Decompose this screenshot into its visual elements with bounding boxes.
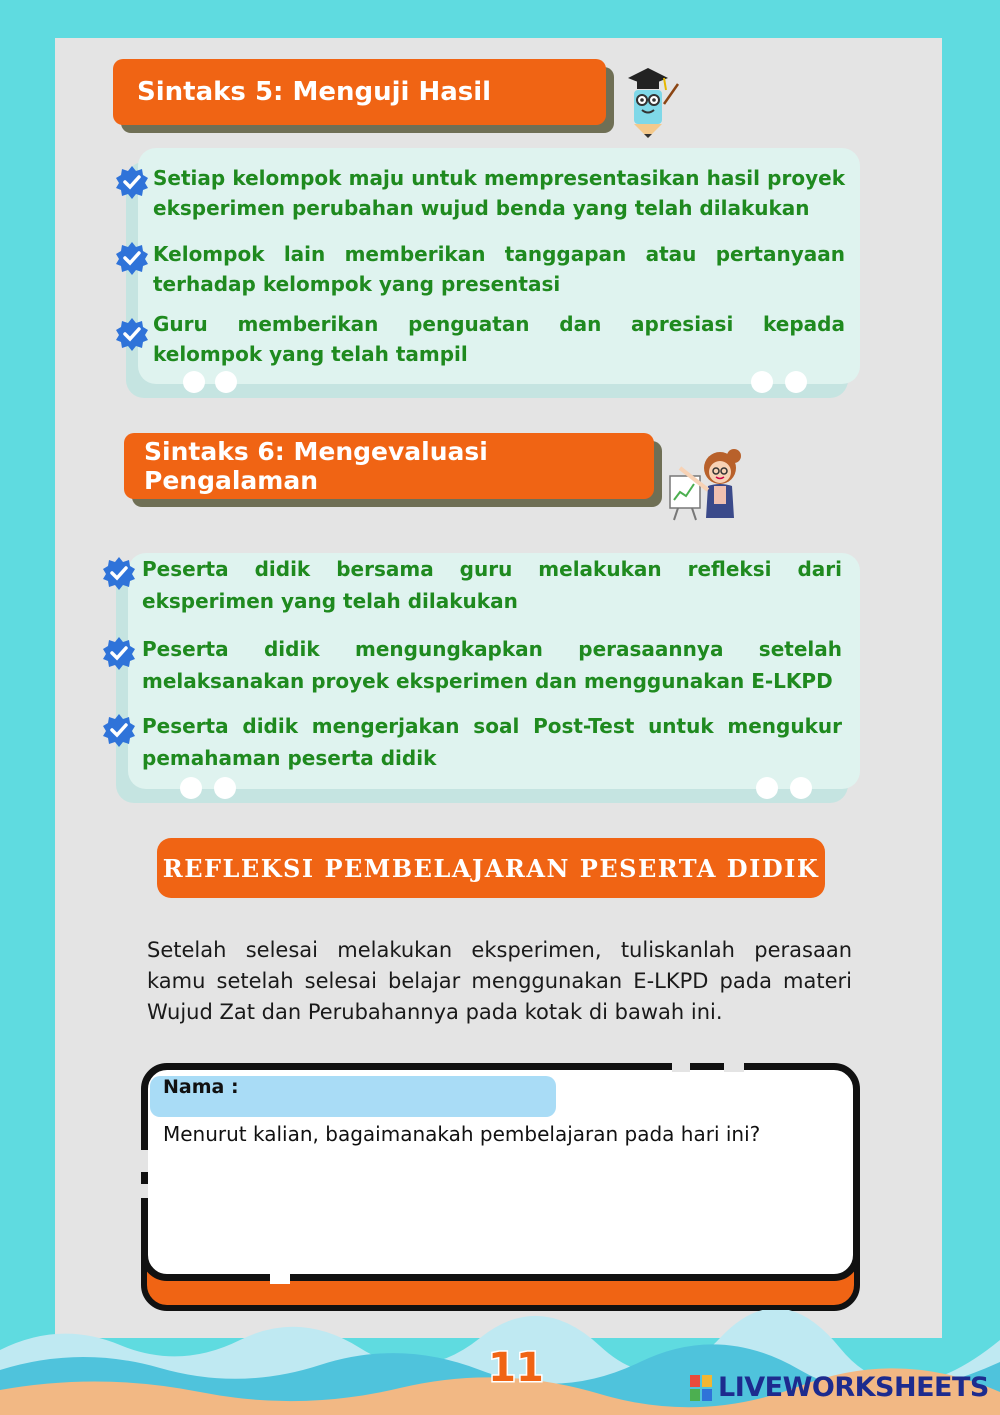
liveworksheets-logo bbox=[690, 1372, 989, 1403]
sintaks6-title-banner bbox=[124, 433, 654, 499]
check-badge-icon bbox=[102, 713, 136, 747]
sintaks5-item-1: Setiap kelompok maju untuk mempresentasikan hasil proyek eksperimen perubahan wujud benda yang telah dilakukan bbox=[153, 166, 845, 220]
check-badge-icon bbox=[102, 636, 136, 670]
sintaks6-item-3: Peserta didik mengerjakan soal Post-Test untuk mengukur pemahaman peserta didik bbox=[142, 714, 842, 770]
sintaks5-title-banner bbox=[113, 59, 606, 125]
list-item bbox=[142, 633, 842, 697]
teacher-mascot-icon bbox=[668, 446, 754, 522]
liveworksheets-logo-icon bbox=[690, 1375, 712, 1401]
check-badge-icon bbox=[115, 165, 149, 199]
sintaks5-title: Sintaks 5: Menguji Hasil bbox=[137, 77, 492, 107]
pencil-mascot-icon bbox=[620, 64, 682, 140]
reflection-answer-area[interactable] bbox=[160, 1156, 840, 1266]
check-badge-icon bbox=[115, 317, 149, 351]
sintaks6-item-1: Peserta didik bersama guru melakukan refleksi dari eksperimen yang telah dilakukan bbox=[142, 557, 842, 613]
liveworksheets-brand: LIVEWORKSHEETS bbox=[718, 1372, 989, 1403]
reflection-question: Menurut kalian, bagaimanakah pembelajaran pada hari ini? bbox=[163, 1122, 761, 1146]
sintaks6-item-2: Peserta didik mengungkapkan perasaannya setelah melaksanakan proyek eksperimen dan menggunakan E-LKPD bbox=[142, 637, 842, 693]
sintaks5-item-3: Guru memberikan penguatan dan apresiasi kepada kelompok yang telah tampil bbox=[153, 312, 845, 366]
name-label: Nama : bbox=[163, 1076, 239, 1098]
refleksi-instruction: Setelah selesai melakukan eksperimen, tuliskanlah perasaan kamu setelah selesai belajar menggunakan E-LKPD pada materi Wujud Zat dan Perubahannya pada kotak di bawah ini. bbox=[147, 938, 852, 1024]
list-item bbox=[153, 163, 845, 223]
list-item bbox=[153, 239, 845, 299]
check-badge-icon bbox=[115, 241, 149, 275]
refleksi-title-banner bbox=[157, 838, 825, 898]
sintaks5-item-2: Kelompok lain memberikan tanggapan atau pertanyaan terhadap kelompok yang presentasi bbox=[153, 242, 845, 296]
list-item bbox=[153, 309, 845, 369]
sintaks6-title: Sintaks 6: Mengevaluasi Pengalaman bbox=[144, 437, 488, 495]
refleksi-title: REFLEKSI PEMBELAJARAN PESERTA DIDIK bbox=[162, 853, 820, 883]
check-badge-icon bbox=[102, 556, 136, 590]
page-number: 11 bbox=[488, 1345, 544, 1391]
list-item bbox=[142, 710, 842, 774]
list-item bbox=[142, 553, 842, 617]
